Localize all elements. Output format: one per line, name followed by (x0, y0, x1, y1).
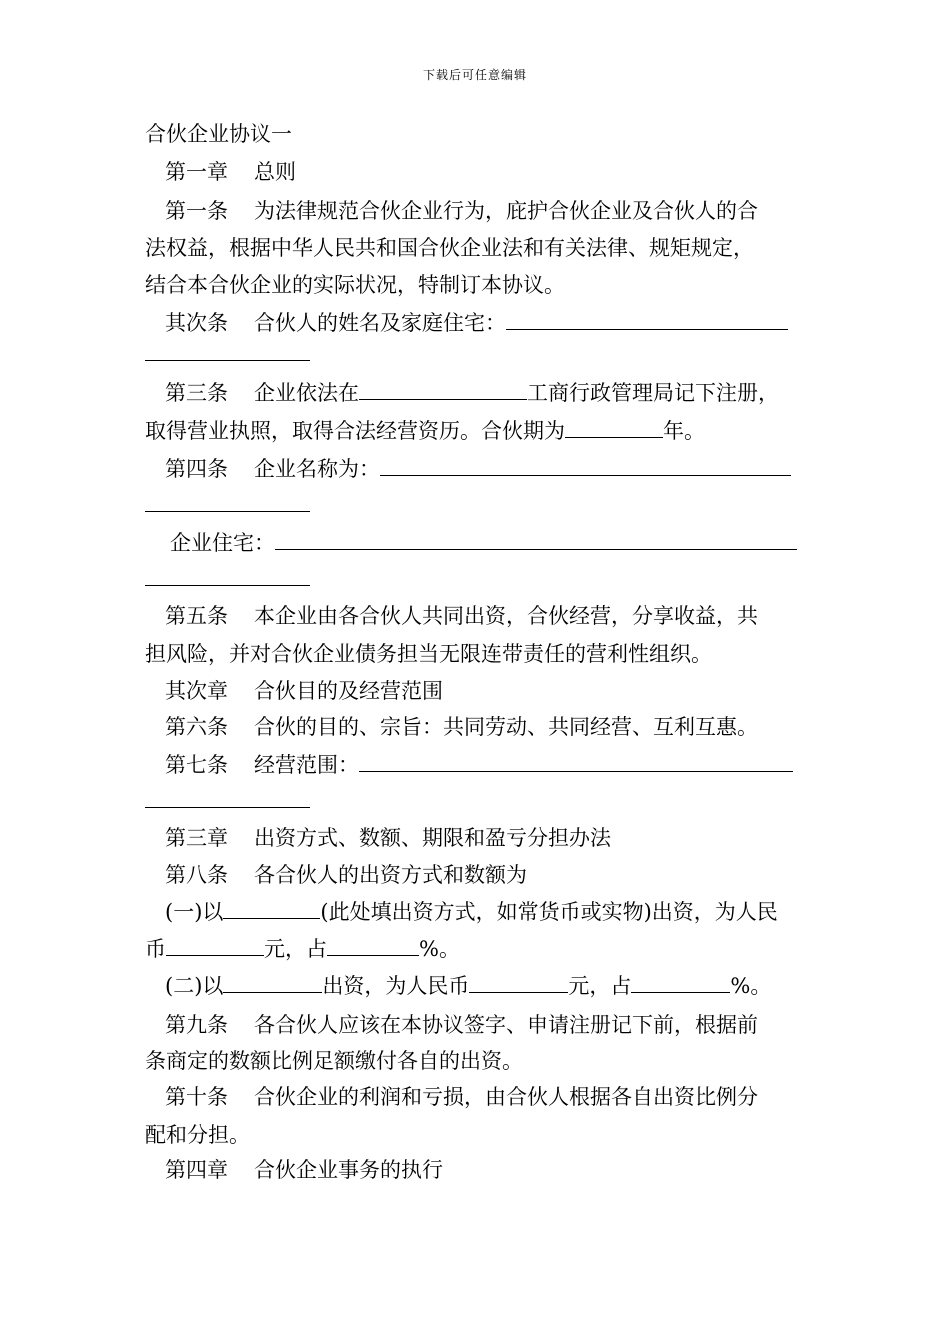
blank-field (327, 936, 419, 956)
blank-field (145, 788, 310, 808)
article-8-line: 第八条 各合伙人的出资方式和数额为 (165, 863, 527, 887)
article-10-line-1: 第十条 合伙企业的利润和亏损，由合伙人根据各自出资比例分 (165, 1085, 758, 1109)
page-header: 下载后可任意编辑 (422, 68, 527, 82)
chapter-1-heading: 第一章 总则 (165, 160, 296, 184)
article-5-line-2: 担风险，并对合伙企业债务担当无限连带责任的营利性组织。 (145, 642, 712, 666)
document-title: 合伙企业协议一 (145, 122, 292, 146)
company-address-line: 企业住宅： (170, 529, 797, 557)
blank-field (223, 899, 320, 919)
blank-field (145, 341, 310, 361)
article-10-line-2: 配和分担。 (145, 1123, 250, 1147)
chapter-4-heading: 第四章 合伙企业事务的执行 (165, 1158, 443, 1182)
article-8-item-1-line-2: 币 元，占 %。 (145, 937, 460, 961)
continuation-blank (145, 787, 310, 815)
article-2-line: 其次条 合伙人的姓名及家庭住宅： (165, 309, 788, 337)
article-1-line-1: 第一条 为法律规范合伙企业行为，庇护合伙企业及合伙人的合 (165, 199, 758, 223)
blank-field (506, 310, 788, 330)
blank-field (380, 456, 791, 476)
blank-field (166, 936, 264, 956)
chapter-2-heading: 其次章 合伙目的及经营范围 (165, 679, 443, 703)
blank-field (631, 973, 730, 993)
article-1-line-3: 结合本合伙企业的实际状况，特制订本协议。 (145, 273, 565, 297)
article-1-line-2: 法权益，根据中华人民共和国合伙企业法和有关法律、规矩规定， (145, 236, 754, 260)
continuation-blank (145, 340, 310, 368)
article-9-line-2: 条商定的数额比例足额缴付各自的出资。 (145, 1049, 523, 1073)
article-9-line-1: 第九条 各合伙人应该在本协议签字、申请注册记下前，根据前 (165, 1013, 758, 1037)
continuation-blank (145, 491, 310, 519)
article-5-line-1: 第五条 本企业由各合伙人共同出资，合伙经营，分享收益，共 (165, 604, 758, 628)
blank-field (223, 973, 322, 993)
article-8-item-1-line-1: (一)以 (此处填出资方式，如常货币或实物)出资，为人民 (165, 900, 778, 924)
article-7-line: 第七条 经营范围： (165, 751, 793, 779)
article-8-item-2: (二)以 出资，为人民币 元，占 %。 (165, 974, 772, 998)
blank-field (565, 418, 663, 438)
blank-field (145, 566, 310, 586)
article-3-line-2: 取得营业执照，取得合法经营资历。合伙期为 年。 (145, 419, 705, 443)
blank-field (275, 530, 797, 550)
chapter-3-heading: 第三章 出资方式、数额、期限和盈亏分担办法 (165, 826, 611, 850)
blank-field (145, 492, 310, 512)
blank-field (359, 752, 793, 772)
blank-field (359, 380, 527, 400)
blank-field (469, 973, 568, 993)
article-4-line: 第四条 企业名称为： (165, 455, 791, 483)
article-3-line-1: 第三条 企业依法在 工商行政管理局记下注册， (165, 381, 779, 405)
article-6-line: 第六条 合伙的目的、宗旨：共同劳动、共同经营、互利互惠。 (165, 715, 758, 739)
continuation-blank (145, 565, 310, 593)
